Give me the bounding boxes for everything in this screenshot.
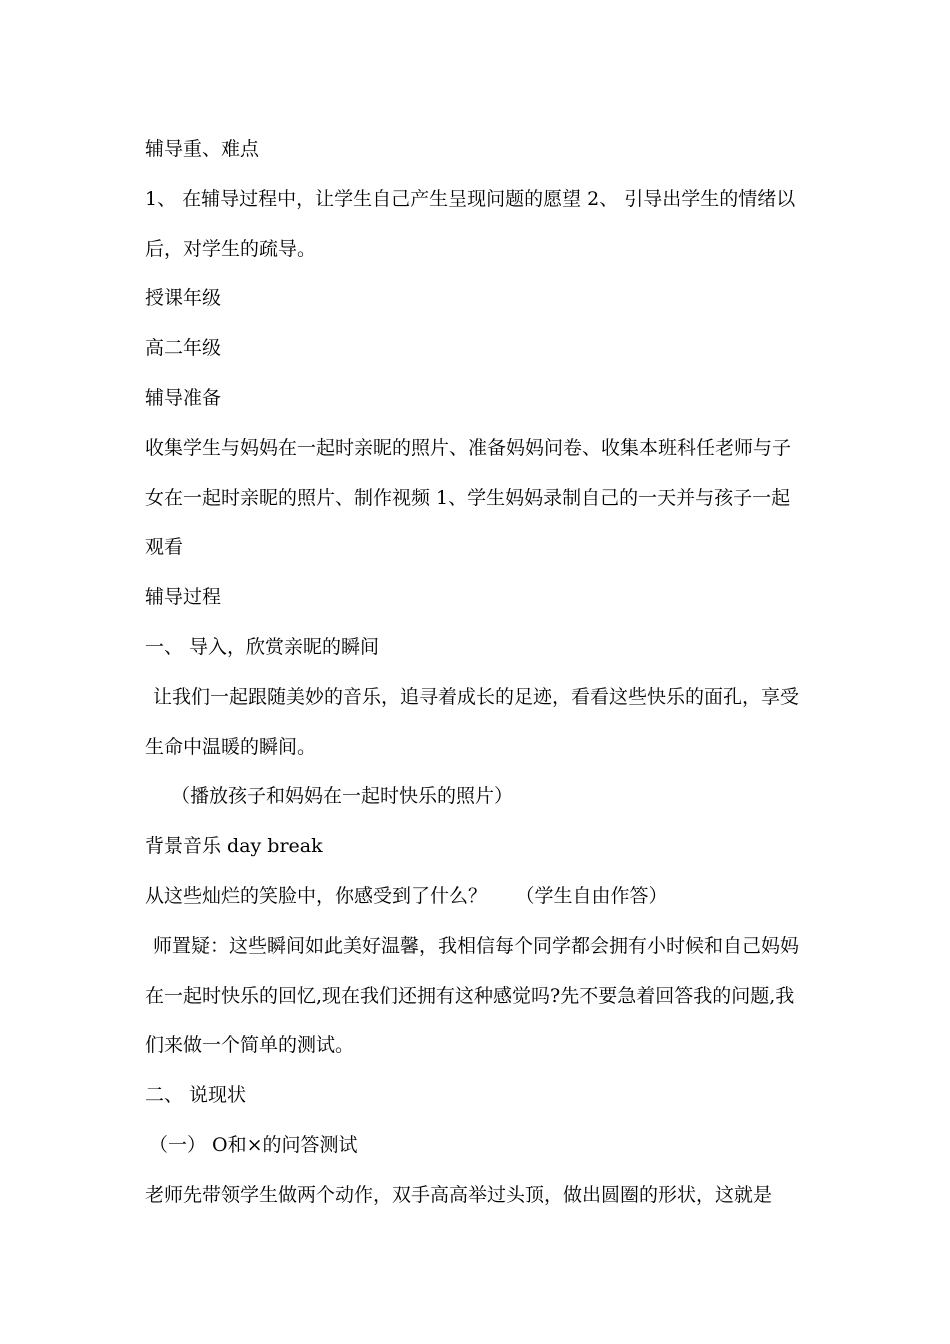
text-line: 让我们一起跟随美妙的音乐，追寻着成长的足迹，看看这些快乐的面孔，享受 <box>153 685 800 708</box>
heading-grade: 授课年级 <box>145 287 222 310</box>
text-line: 从这些灿烂的笑脸中，你感受到了什么？ （学生自由作答） <box>145 884 668 907</box>
text-line: 后，对学生的疏导。 <box>145 237 317 260</box>
text-line: 师置疑：这些瞬间如此美好温馨，我相信每个同学都会拥有小时候和自己妈妈 <box>153 934 800 957</box>
text-line: 收集学生与妈妈在一起时亲昵的照片、准备妈妈问卷、收集本班科任老师与子 <box>145 436 792 459</box>
text-line: 观看 <box>145 536 184 559</box>
text-line: 生命中温暖的瞬间。 <box>145 735 317 758</box>
text-line: 老师先带领学生做两个动作，双手高高举过头顶，做出圆圈的形状，这就是 <box>145 1183 773 1206</box>
text-line: 1、 在辅导过程中，让学生自己产生呈现问题的愿望 2、 引导出学生的情绪以 <box>145 187 796 210</box>
heading-preparation: 辅导准备 <box>145 386 222 409</box>
subsection-heading: （一） O和×的问答测试 <box>149 1133 358 1156</box>
text-line: 们来做一个简单的测试。 <box>145 1034 355 1057</box>
text-line: 背景音乐 day break <box>145 835 323 858</box>
section-heading-status: 二、 说现状 <box>145 1084 247 1107</box>
text-line: （播放孩子和妈妈在一起时快乐的照片） <box>171 785 514 808</box>
section-heading-intro: 一、 导入，欣赏亲昵的瞬间 <box>145 635 380 658</box>
heading-process: 辅导过程 <box>145 586 222 609</box>
document-page <box>145 125 815 1221</box>
text-line: 高二年级 <box>145 337 222 360</box>
text-line: 在一起时快乐的回忆,现在我们还拥有这种感觉吗?先不要急着回答我的问题,我 <box>145 984 795 1007</box>
text-line: 女在一起时亲昵的照片、制作视频 1、学生妈妈录制自己的一天并与孩子一起 <box>145 486 791 509</box>
heading-key-difficulties: 辅导重、难点 <box>145 138 260 160</box>
